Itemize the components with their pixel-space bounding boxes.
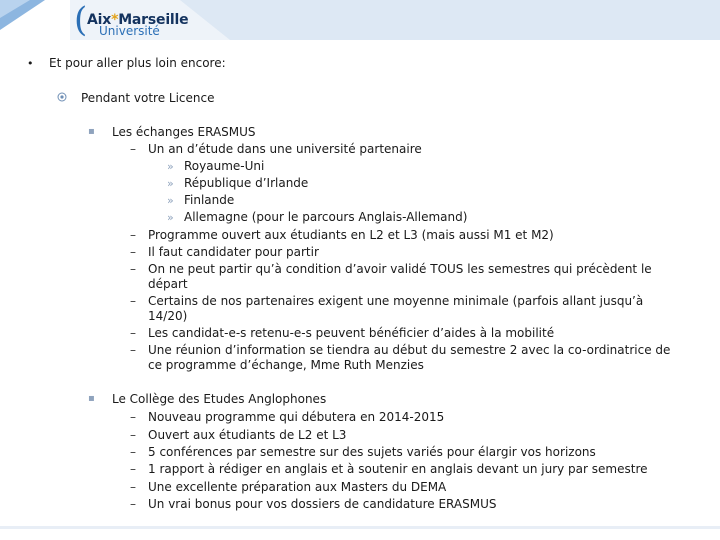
arrow-bullet-icon: » xyxy=(167,211,174,224)
country-item: Finlande xyxy=(184,193,235,207)
college-item: Un vrai bonus pour vos dossiers de candidature ERASMUS xyxy=(148,497,497,511)
country-item: Allemagne (pour le parcours Anglais-Allemand) xyxy=(184,210,468,224)
arrow-bullet-icon: » xyxy=(167,177,174,190)
dash-bullet: – xyxy=(130,262,136,276)
country-item: République d’Irlande xyxy=(184,176,309,190)
country-item: Royaume-Uni xyxy=(184,159,265,173)
college-item: 1 rapport à rédiger en anglais et à soutenir en anglais devant un jury par semestre xyxy=(148,462,648,476)
circle-bullet-icon xyxy=(57,92,67,102)
bullet-level3: ▪ xyxy=(88,393,95,404)
logo-star-icon: * xyxy=(111,12,119,28)
logo-parenthesis: ( xyxy=(74,0,88,40)
erasmus-item-continued: départ xyxy=(148,277,188,291)
erasmus-item: Certains de nos partenaires exigent une moyenne minimale (parfois allant jusqu’à xyxy=(148,294,644,308)
dash-bullet: – xyxy=(130,326,136,340)
arrow-bullet-icon: » xyxy=(167,194,174,207)
heading-level1: Et pour aller plus loin encore: xyxy=(49,56,226,70)
bullet-level3: ▪ xyxy=(88,126,95,137)
dash-bullet: – xyxy=(130,428,136,442)
college-item: Nouveau programme qui débutera en 2014-2015 xyxy=(148,410,445,424)
erasmus-item-continued: 14/20) xyxy=(148,309,188,323)
erasmus-item: On ne peut partir qu’à condition d’avoir validé TOUS les semestres qui précèdent le xyxy=(148,262,652,276)
dash-bullet: – xyxy=(130,228,136,242)
arrow-bullet-icon: » xyxy=(167,160,174,173)
heading-level2: Pendant votre Licence xyxy=(81,91,215,105)
college-item: Une excellente préparation aux Masters du DEMA xyxy=(148,480,447,494)
dash-bullet: – xyxy=(130,445,136,459)
dash-bullet: – xyxy=(130,245,136,259)
bullet-level1: • xyxy=(27,57,34,70)
dash-bullet: – xyxy=(130,462,136,476)
erasmus-title: Les échanges ERASMUS xyxy=(112,125,256,139)
erasmus-item-continued: ce programme d’échange, Mme Ruth Menzies xyxy=(148,358,424,372)
dash-bullet: – xyxy=(130,343,136,357)
dash-bullet: – xyxy=(130,480,136,494)
erasmus-item: Une réunion d’information se tiendra au début du semestre 2 avec la co-ordinatrice de xyxy=(148,343,671,357)
erasmus-item: Les candidat-e-s retenu-e-s peuvent bénéficier d’aides à la mobilité xyxy=(148,326,555,340)
college-item: 5 conférences par semestre sur des sujets variés pour élargir vos horizons xyxy=(148,445,596,459)
erasmus-item: Programme ouvert aux étudiants en L2 et L3 (mais aussi M1 et M2) xyxy=(148,228,554,242)
erasmus-item: Il faut candidater pour partir xyxy=(148,245,319,259)
dash-bullet: – xyxy=(130,410,136,424)
college-title: Le Collège des Etudes Anglophones xyxy=(112,392,327,406)
dash-bullet: – xyxy=(130,497,136,511)
logo-subtitle: Université xyxy=(99,24,160,38)
erasmus-item: Un an d’étude dans une université partenaire xyxy=(148,142,422,156)
footer-divider xyxy=(0,526,720,529)
dash-bullet: – xyxy=(130,294,136,308)
college-item: Ouvert aux étudiants de L2 et L3 xyxy=(148,428,347,442)
logo-name: Aix*Marseille xyxy=(87,12,189,28)
dash-bullet: – xyxy=(130,142,136,156)
